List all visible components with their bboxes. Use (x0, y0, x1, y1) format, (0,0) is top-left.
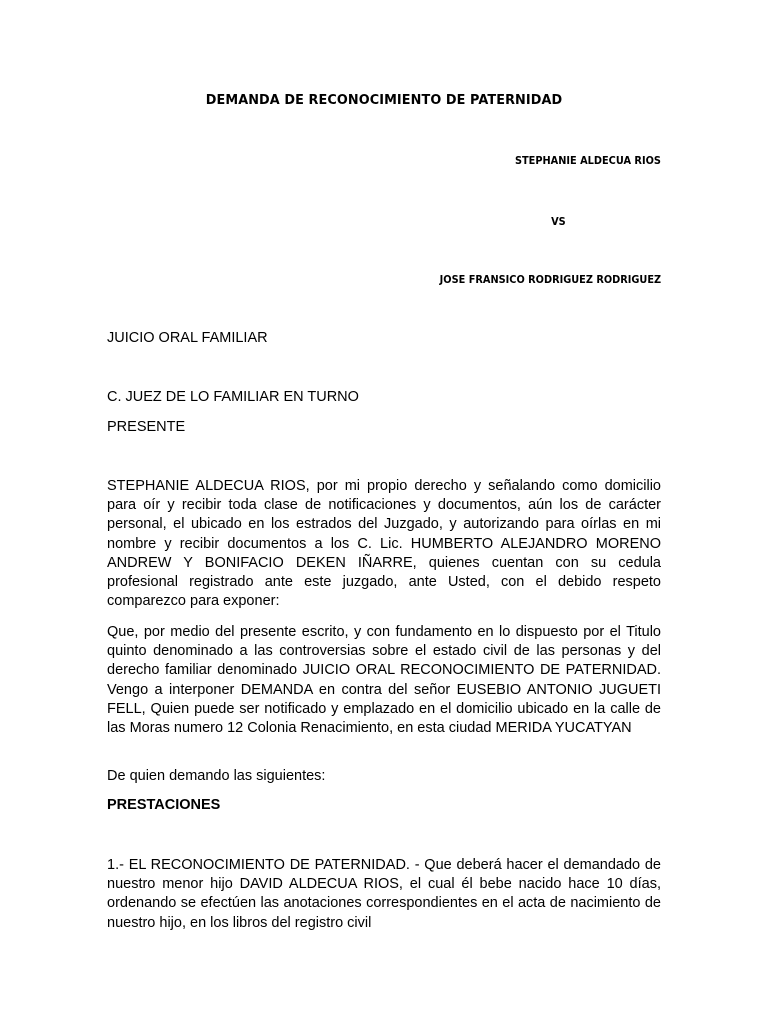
prestacion-item-1: 1.- EL RECONOCIMIENTO DE PATERNIDAD. - Que deberá hacer el demandado de nuestro menor hijo DAVID ALDECUA RIOS, el cual él bebe nacido hace 10 días, ordenando se efectúen las anotaciones correspondientes en el acta de nacimiento de nuestro hijo, en los libros del registro civil (107, 857, 661, 931)
addressee: C. JUEZ DE LO FAMILIAR EN TURNO (107, 389, 359, 405)
proceeding-type: JUICIO ORAL FAMILIAR (107, 330, 268, 346)
demand-intro: De quien demando las siguientes: (107, 768, 326, 784)
versus-label: VS (551, 216, 566, 228)
section-heading: PRESTACIONES (107, 797, 221, 813)
claim-paragraph: Que, por medio del presente escrito, y con fundamento en lo dispuesto por el Titulo quinto denominado a las controversias sobre el estado civil de las personas y del derecho familiar denominado JUICIO ORAL RECONOCIMIENTO DE PATERNIDAD. Vengo a interponer DEMANDA en contra del señor EUSEBIO ANTONIO JUGUETI FELL, Quien puede ser notificado y emplazado en el domicilio ubicado en la calle de las Moras numero 12 Colonia Renacimiento, en esta ciudad MERIDA YUCATYAN (107, 624, 661, 737)
plaintiff-name: STEPHANIE ALDECUA RIOS (515, 155, 661, 167)
presente-label: PRESENTE (107, 419, 186, 435)
introduction-paragraph: STEPHANIE ALDECUA RIOS, por mi propio derecho y señalando como domicilio para oír y recibir toda clase de notificaciones y documentos, aún los de carácter personal, el ubicado en los estrados del Juzgado, y autorizando para oírlas en mi nombre y recibir documentos a los C. Lic. HUMBERTO ALEJANDRO MORENO ANDREW Y BONIFACIO DEKEN IÑARRE, quienes cuentan con su cedula profesional registrado ante este juzgado, ante Usted, con el debido respeto comparezco para exponer: (107, 478, 661, 610)
document-title: DEMANDA DE RECONOCIMIENTO DE PATERNIDAD (205, 92, 563, 108)
defendant-name: JOSE FRANSICO RODRIGUEZ RODRIGUEZ (439, 274, 661, 286)
